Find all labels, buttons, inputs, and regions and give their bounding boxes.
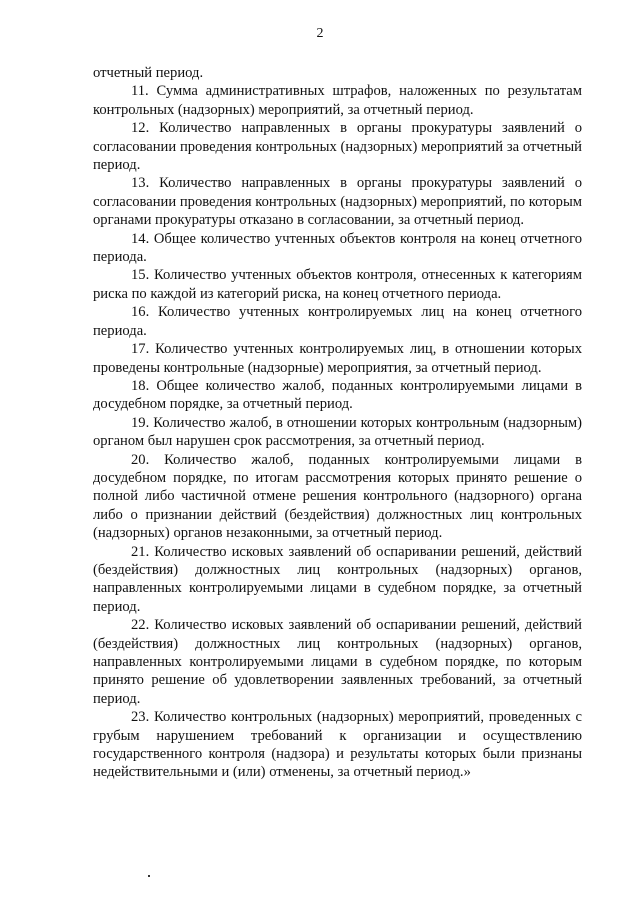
scan-speck [148,875,150,877]
page-number: 2 [316,26,324,41]
paragraph-item-19: 19. Количество жалоб, в отношении которых контрольным (надзорным) органом был нарушен срок рассмотрения, за отчетный период. [93,414,582,450]
paragraph-item-23: 23. Количество контрольных (надзорных) мероприятий, проведенных с грубым нарушением требований к организации и осуществлению государственного контроля (надзора) и результаты которых были признаны недействительными и (или) отменены, за отчетный период.» [93,709,582,781]
paragraph-item-11: 11. Сумма административных штрафов, наложенных по результатам контрольных (надзорных) мероприятий, за отчетный период. [93,83,582,118]
paragraph-item-12: 12. Количество направленных в органы прокуратуры заявлений о согласовании проведения контрольных (надзорных) мероприятий за отчетный период. [93,120,582,174]
document-body [93,64,582,782]
paragraph-item-21: 21. Количество исковых заявлений об оспаривании решений, действий (бездействия) должностных лиц контрольных (надзорных) органов, направленных контролируемыми лицами в судебном порядке, за отчетный период. [93,543,582,615]
paragraph-item-15: 15. Количество учтенных объектов контроля, отнесенных к категориям риска по каждой из категорий риска, на конец отчетного периода. [93,267,582,302]
paragraph-item-14: 14. Общее количество учтенных объектов контроля на конец отчетного периода. [93,230,582,266]
paragraph-continuation: отчетный период. [93,65,204,81]
paragraph-item-16: 16. Количество учтенных контролируемых лиц на конец отчетного периода. [93,304,582,339]
paragraph-item-20: 20. Количество жалоб, поданных контролируемыми лицами в досудебном порядке, по итогам рассмотрения которых принято решение о полной либо частичной отмене решения контрольного (надзорного) органа либо о признании действий (бездействия) должностных лиц контрольных (надзорных) органов незаконными, за отчетный период. [93,451,582,542]
paragraph-item-18: 18. Общее количество жалоб, поданных контролируемыми лицами в досудебном порядке, за отчетный период. [93,377,582,413]
paragraph-item-22: 22. Количество исковых заявлений об оспаривании решений, действий (бездействия) должностных лиц контрольных (надзорных) органов, направленных контролируемыми лицами в судебном порядке, по которым принято решение об удовлетворении заявленных требований, за отчетный период. [93,617,582,707]
paragraph-item-13: 13. Количество направленных в органы прокуратуры заявлений о согласовании проведения контрольных (надзорных) мероприятий, по которым органами прокуратуры отказано в согласовании, за отчетный период. [93,175,582,229]
paragraph-item-17: 17. Количество учтенных контролируемых лиц, в отношении которых проведены контрольные (надзорные) мероприятия, за отчетный период. [93,341,582,376]
